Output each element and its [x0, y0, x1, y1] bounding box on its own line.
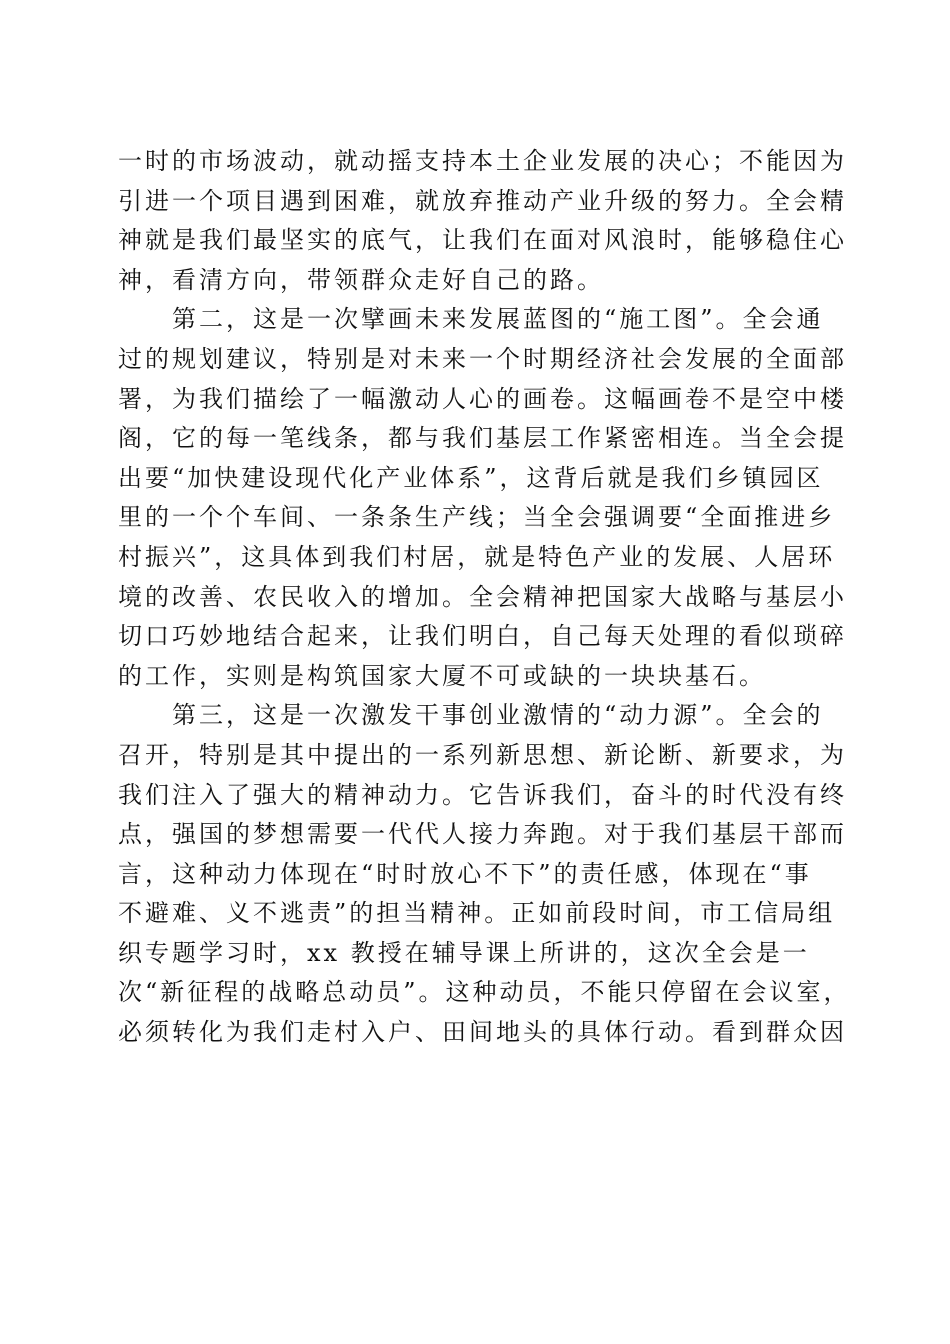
- text-line: 言，这种动力体现在“时时放心不下”的责任感，体现在“事: [118, 859, 812, 888]
- text-line: 村振兴”，这具体到我们村居，就是特色产业的发展、人居环: [118, 542, 836, 571]
- text-line: 点，强国的梦想需要一代代人接力奔跑。对于我们基层干部而: [118, 820, 847, 849]
- text-line: 一时的市场波动，就动摇支持本土企业发展的决心；不能因为: [118, 147, 847, 175]
- text-line: 必须转化为我们走村入户、田间地头的具体行动。看到群众因: [118, 1018, 847, 1047]
- text-line: 引进一个项目遇到困难，就放弃推动产业升级的努力。全会精: [118, 186, 847, 215]
- body-text: [118, 142, 851, 1053]
- text-line: 不避难、义不逃责”的担当精神。正如前段时间，市工信局组: [118, 899, 836, 928]
- text-line: 阁，它的每一笔线条，都与我们基层工作紧密相连。当全会提: [118, 424, 847, 453]
- text-line: 里的一个个车间、一条条生产线；当全会强调要“全面推进乡: [118, 503, 836, 532]
- paragraph-start-line: 第三，这是一次激发干事创业激情的“动力源”。全会的: [172, 701, 824, 730]
- text-line: 境的改善、农民收入的增加。全会精神把国家大战略与基层小: [118, 582, 847, 611]
- text-line: 神就是我们最坚实的底气，让我们在面对风浪时，能够稳住心: [118, 226, 847, 255]
- text-line: 召开，特别是其中提出的一系列新思想、新论断、新要求，为: [118, 740, 847, 769]
- text-line: 的工作，实则是构筑国家大厦不可或缺的一块块基石。: [118, 661, 766, 690]
- paragraph-start-line: 第二，这是一次擘画未来发展蓝图的“施工图”。全会通: [172, 305, 824, 334]
- text-line: 织专题学习时，xx 教授在辅导课上所讲的，这次全会是一: [118, 938, 810, 967]
- text-line: 出要“加快建设现代化产业体系”，这背后就是我们乡镇园区: [118, 463, 824, 492]
- text-line: 我们注入了强大的精神动力。它告诉我们，奋斗的时代没有终: [118, 780, 847, 809]
- text-line: 次“新征程的战略总动员”。这种动员，不能只停留在会议室，: [118, 978, 851, 1007]
- text-line: 过的规划建议，特别是对未来一个时期经济社会发展的全面部: [118, 344, 847, 373]
- text-line: 神，看清方向，带领群众走好自己的路。: [118, 265, 604, 294]
- text-line: 切口巧妙地结合起来，让我们明白，自己每天处理的看似琐碎: [118, 622, 847, 651]
- text-line: 署，为我们描绘了一幅激动人心的画卷。这幅画卷不是空中楼: [118, 384, 847, 413]
